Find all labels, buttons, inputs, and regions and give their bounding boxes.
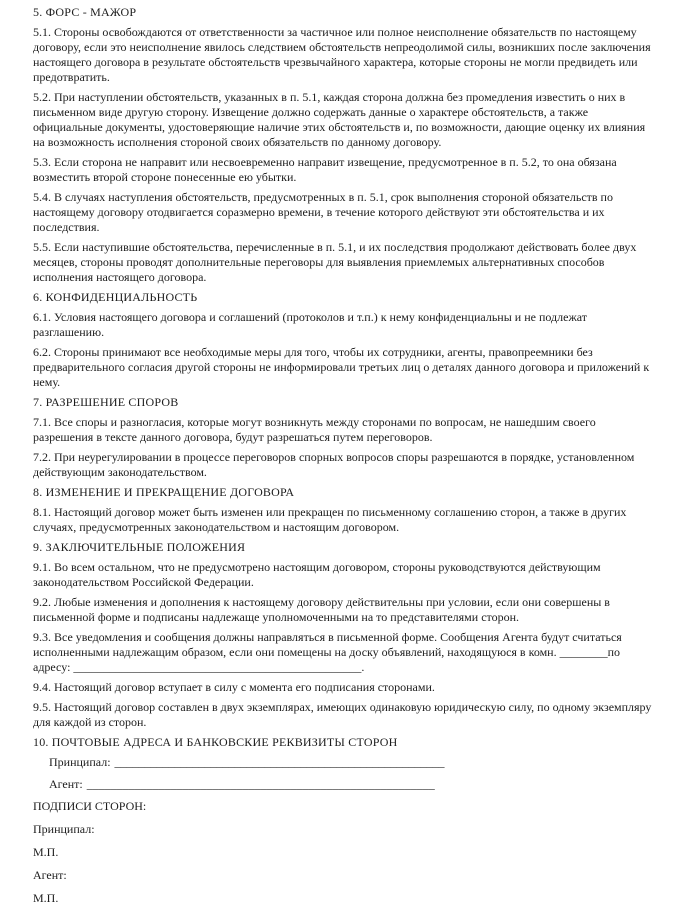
clause-9-4: 9.4. Настоящий договор вступает в силу с момента его подписания сторонами. bbox=[33, 680, 435, 694]
clause-6-1: 6.1. Условия настоящего договора и соглашений (протоколов и т.п.) к нему конфиденциальны и не подлежат разглашению. bbox=[33, 310, 588, 339]
signature-principal-seal: М.П. bbox=[33, 845, 59, 859]
clause-7-2: 7.2. При неурегулировании в процессе переговоров спорных вопросов споры разрешаются в порядке, установленном действующим законодательством. bbox=[33, 450, 635, 479]
principal-label: Принципал: bbox=[49, 755, 111, 769]
clause-5-1: 5.1. Стороны освобождаются от ответственности за частичное или полное неисполнение обязательств по настоящему договору, если это неисполнение явилось следствием обстоятельств непреодолимой силы, возникших после заключения настоящего договора в результате обстоятельств чрезвычайного характера, которые стороны не могли предвидеть или предотвратить. bbox=[33, 25, 651, 84]
requisites-agent-row bbox=[49, 777, 656, 792]
section-dispute-resolution bbox=[33, 395, 656, 480]
clause-9-5: 9.5. Настоящий договор составлен в двух экземплярах, имеющих одинаковую юридическую силу, по одному экземпляру для каждой из сторон. bbox=[33, 700, 652, 729]
agent-label: Агент: bbox=[49, 777, 83, 791]
agent-blank-line: __________________________________________________________ bbox=[86, 777, 435, 791]
clause-5-2: 5.2. При наступлении обстоятельств, указанных в п. 5.1, каждая сторона должна без промедления известить о них в письменном виде другую сторону. Извещение должно содержать данные о характере обстоятельств, а также официальные документы, удостоверяющие наличие этих обстоятельств и, по возможности, дающие оценку их влияния на возможность исполнения стороной своих обязательств по данному договору. bbox=[33, 90, 646, 149]
signature-principal-label: Принципал: bbox=[33, 822, 95, 836]
clause-9-2: 9.2. Любые изменения и дополнения к настоящему договору действительны при условии, если они совершены в письменной форме и подписаны надлежаще уполномоченными на то представителями сторон. bbox=[33, 595, 610, 624]
signatures-title: ПОДПИСИ СТОРОН: bbox=[33, 799, 147, 813]
clause-5-3: 5.3. Если сторона не направит или несвоевременно направит извещение, предусмотренное в п. 5.2, то она обязана возместить второй стороне понесенные ею убытки. bbox=[33, 155, 617, 184]
clause-5-5: 5.5. Если наступившие обстоятельства, перечисленные в п. 5.1, и их последствия продолжают действовать более двух месяцев, стороны проводят дополнительные переговоры для выявления приемлемых альтернативных способов исполнения настоящего договора. bbox=[33, 240, 637, 284]
clause-9-1: 9.1. Во всем остальном, что не предусмотрено настоящим договором, стороны руководствуются действующим законодательством Российской Федерации. bbox=[33, 560, 601, 589]
clause-5-4: 5.4. В случаях наступления обстоятельств, предусмотренных в п. 5.1, срок выполнения стороной обязательств по настоящему договору отодвигается соразмерно времени, в течение которого действуют эти обстоятельства и их последствия. bbox=[33, 190, 613, 234]
clause-7-1: 7.1. Все споры и разногласия, которые могут возникнуть между сторонами по вопросам, не нашедшим своего разрешения в тексте данного договора, будут разрешаться путем переговоров. bbox=[33, 415, 596, 444]
signature-agent-seal: М.П. bbox=[33, 891, 59, 905]
section-requisites bbox=[33, 735, 656, 792]
section-heading-dispute-resolution: 7. РАЗРЕШЕНИЕ СПОРОВ bbox=[33, 395, 179, 409]
section-heading-force-majeure: 5. ФОРС - МАЖОР bbox=[33, 5, 137, 19]
section-amendment-termination bbox=[33, 485, 656, 535]
principal-blank-line: _______________________________________________________ bbox=[114, 755, 445, 769]
signature-agent-label: Агент: bbox=[33, 868, 67, 882]
signatures-block bbox=[33, 799, 656, 906]
section-heading-final-provisions: 9. ЗАКЛЮЧИТЕЛЬНЫЕ ПОЛОЖЕНИЯ bbox=[33, 540, 246, 554]
section-confidentiality bbox=[33, 290, 656, 390]
clause-8-1: 8.1. Настоящий договор может быть изменен или прекращен по письменному соглашению сторон, а также в других случаях, предусмотренных законодательством и настоящим договором. bbox=[33, 505, 627, 534]
clause-6-2: 6.2. Стороны принимают все необходимые меры для того, чтобы их сотрудники, агенты, правопреемники без предварительного согласия другой стороны не информировали третьих лиц о деталях данного договора и приложений к нему. bbox=[33, 345, 650, 389]
section-heading-amendment-termination: 8. ИЗМЕНЕНИЕ И ПРЕКРАЩЕНИЕ ДОГОВОРА bbox=[33, 485, 295, 499]
section-force-majeure bbox=[33, 5, 656, 285]
section-heading-requisites: 10. ПОЧТОВЫЕ АДРЕСА И БАНКОВСКИЕ РЕКВИЗИТЫ СТОРОН bbox=[33, 735, 398, 749]
clause-9-3: 9.3. Все уведомления и сообщения должны направляться в письменной форме. Сообщения Агента будут считаться исполненными надлежащим образом, если они помещены на доску объявлений, находящуюся в комн. ________по адресу: ________________________________________________. bbox=[33, 630, 622, 674]
section-final-provisions bbox=[33, 540, 656, 730]
requisites-principal-row bbox=[49, 755, 656, 770]
section-heading-confidentiality: 6. КОНФИДЕНЦИАЛЬНОСТЬ bbox=[33, 290, 198, 304]
